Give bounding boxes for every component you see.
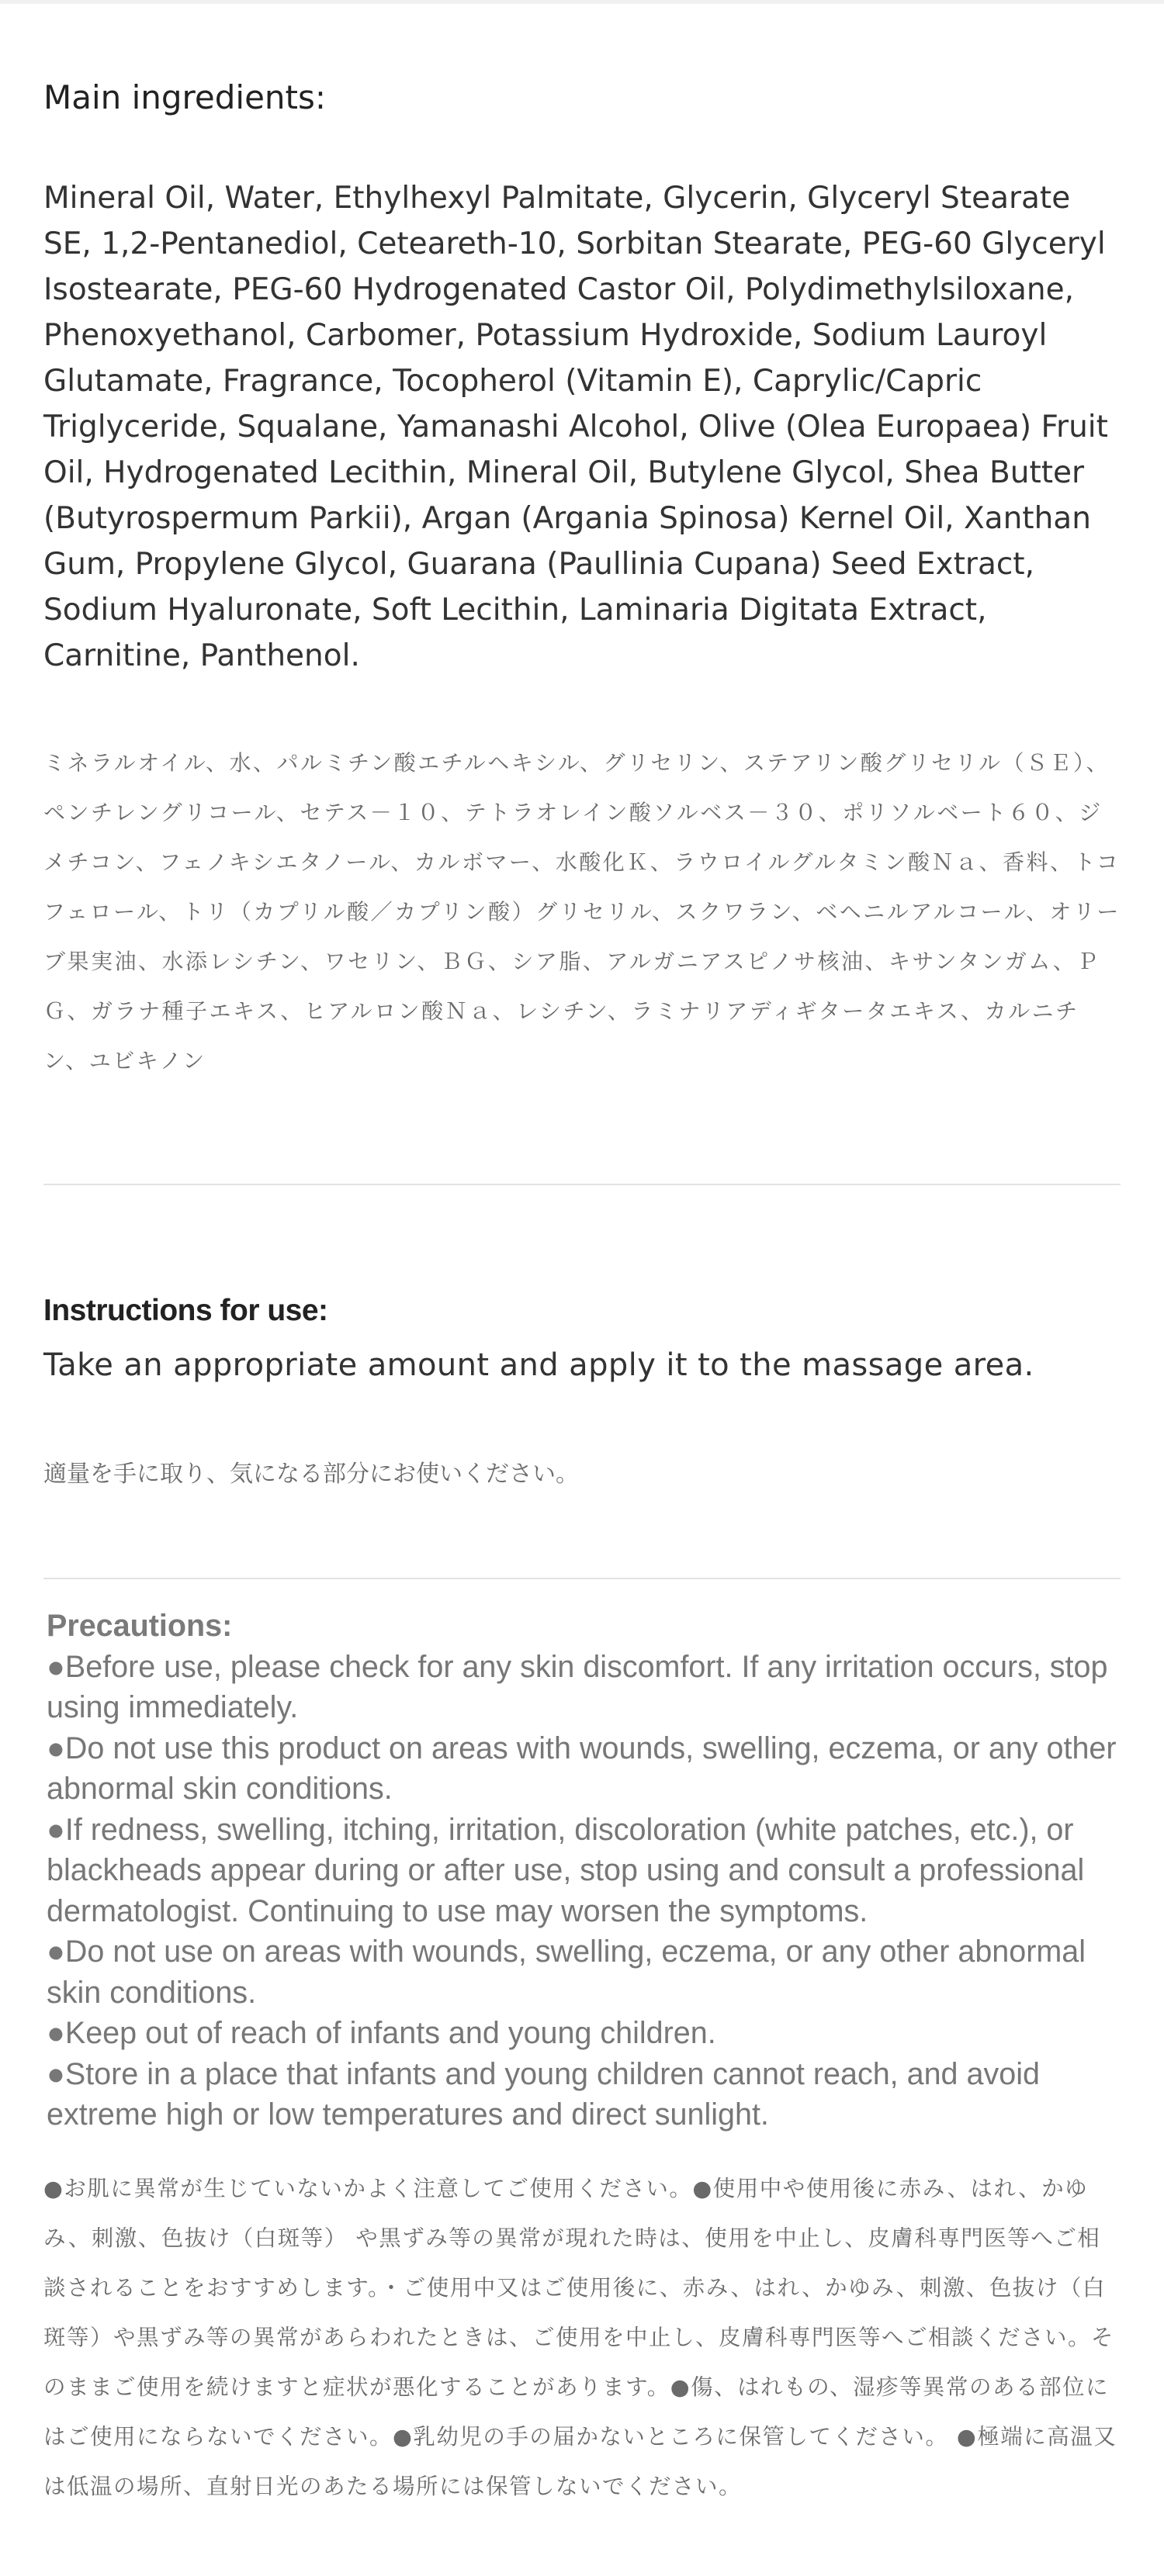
ingredients-english-text: Mineral Oil, Water, Ethylhexyl Palmitate, Glycerin, Glyceryl Stearate SE, 1,2-Pentanediol, Ceteareth-10, Sorbitan Stearate, PEG-60 Glyceryl Isostearate, PEG-60 Hydrogenated Castor Oil, Polydimethylsiloxane, Phenoxyethanol, Carbomer, Potassium Hydroxide, Sodium Lauroyl Glutamate, Fragrance, Tocopherol (Vitamin E), Caprylic/Capric Triglyceride, Squalane, Yamanashi Alcohol, Olive (Olea Europaea) Fruit Oil, Hydrogenated Lecithin, Mineral Oil, Butylene Glycol, Shea Butter (Butyrospermum Parkii), Argan (Argania Spinosa) Kernel Oil, Xanthan Gum, Propylene Glycol, Guarana (Paullinia Cupana) Seed Extract, Sodium Hyaluronate, Soft Lecithin, Laminaria Digitata Extract, Carnitine, Panthenol.: [43, 181, 1108, 673]
precaution-item: ●Do not use on areas with wounds, swelling, eczema, or any other abnormal skin conditions.: [47, 1935, 1086, 2010]
precaution-item: ●Before use, please check for any skin discomfort. If any irritation occurs, stop using immediately.: [47, 1649, 1108, 1724]
section-divider: [43, 1184, 1121, 1185]
precaution-item: ●Store in a place that infants and young children cannot reach, and avoid extreme high or low temperatures and direct sunlight.: [47, 2056, 1040, 2132]
precautions-english: [47, 1606, 1124, 2135]
ingredients-japanese-text: ミネラルオイル、水、パルミチン酸エチルヘキシル、グリセリン、ステアリン酸グリセリル（ＳＥ）、ペンチレングリコール、セテス－１０、テトラオレイン酸ソルベス－３０、ポリソルベート６０、ジメチコン、フェノキシエタノール、カルボマー、水酸化Ｋ、ラウロイルグルタミン酸Ｎａ、香料、トコフェロール、トリ（カプリル酸／カプリン酸）グリセリル、スクワラン、ベヘニルアルコール、オリーブ果実油、水添レシチン、ワセリン、ＢＧ、シア脂、アルガニアスピノサ核油、キサンタンガム、ＰＧ、ガラナ種子エキス、ヒアルロン酸Ｎａ、レシチン、ラミナリアディギタータエキス、カルニチン、ユビキノン: [43, 750, 1121, 1074]
precaution-item: ●If redness, swelling, itching, irritation, discoloration (white patches, etc.), or blackheads appear during or after use, stop using and consult a professional dermatologist. Continuing to use may worsen the symptoms.: [47, 1812, 1085, 1928]
precautions-japanese-text: ●お肌に異常が生じていないかよく注意してご使用ください。●使用中や使用後に赤み、はれ、かゆみ、刺激、色抜け（白斑等） や黒ずみ等の異常が現れた時は、使用を中止し、皮膚科専門医等へご相談されることをおすすめします。・ご使用中又はご使用後に、赤み、はれ、かゆみ、刺激、色抜け（白斑等）や黒ずみ等の異常があらわれたときは、ご使用を中止し、皮膚科専門医等へご相談ください。そのままご使用を続けますと症状が悪化することがあります。●傷、はれもの、湿疹等異常のある部位にはご使用にならないでください。●乳幼児の手の届かないところに保管してください。 ●極端に高温又は低温の場所、直射日光のあたる場所には保管しないでください。: [43, 2176, 1117, 2499]
instructions-japanese-text: 適量を手に取り、気になる部分にお使いください。: [43, 1461, 579, 1488]
precautions-heading: Precautions:: [47, 1609, 233, 1643]
section-divider: [43, 1578, 1121, 1579]
instructions-english-text: Take an appropriate amount and apply it to the massage area.: [43, 1347, 1034, 1383]
main-ingredients-heading: Main ingredients:: [43, 78, 327, 116]
instructions-heading: Instructions for use:: [43, 1294, 328, 1327]
precaution-item: ●Keep out of reach of infants and young children.: [47, 2016, 716, 2050]
precaution-item: ●Do not use this product on areas with wounds, swelling, eczema, or any other abnormal skin conditions.: [47, 1731, 1117, 1806]
top-divider: [0, 0, 1164, 4]
